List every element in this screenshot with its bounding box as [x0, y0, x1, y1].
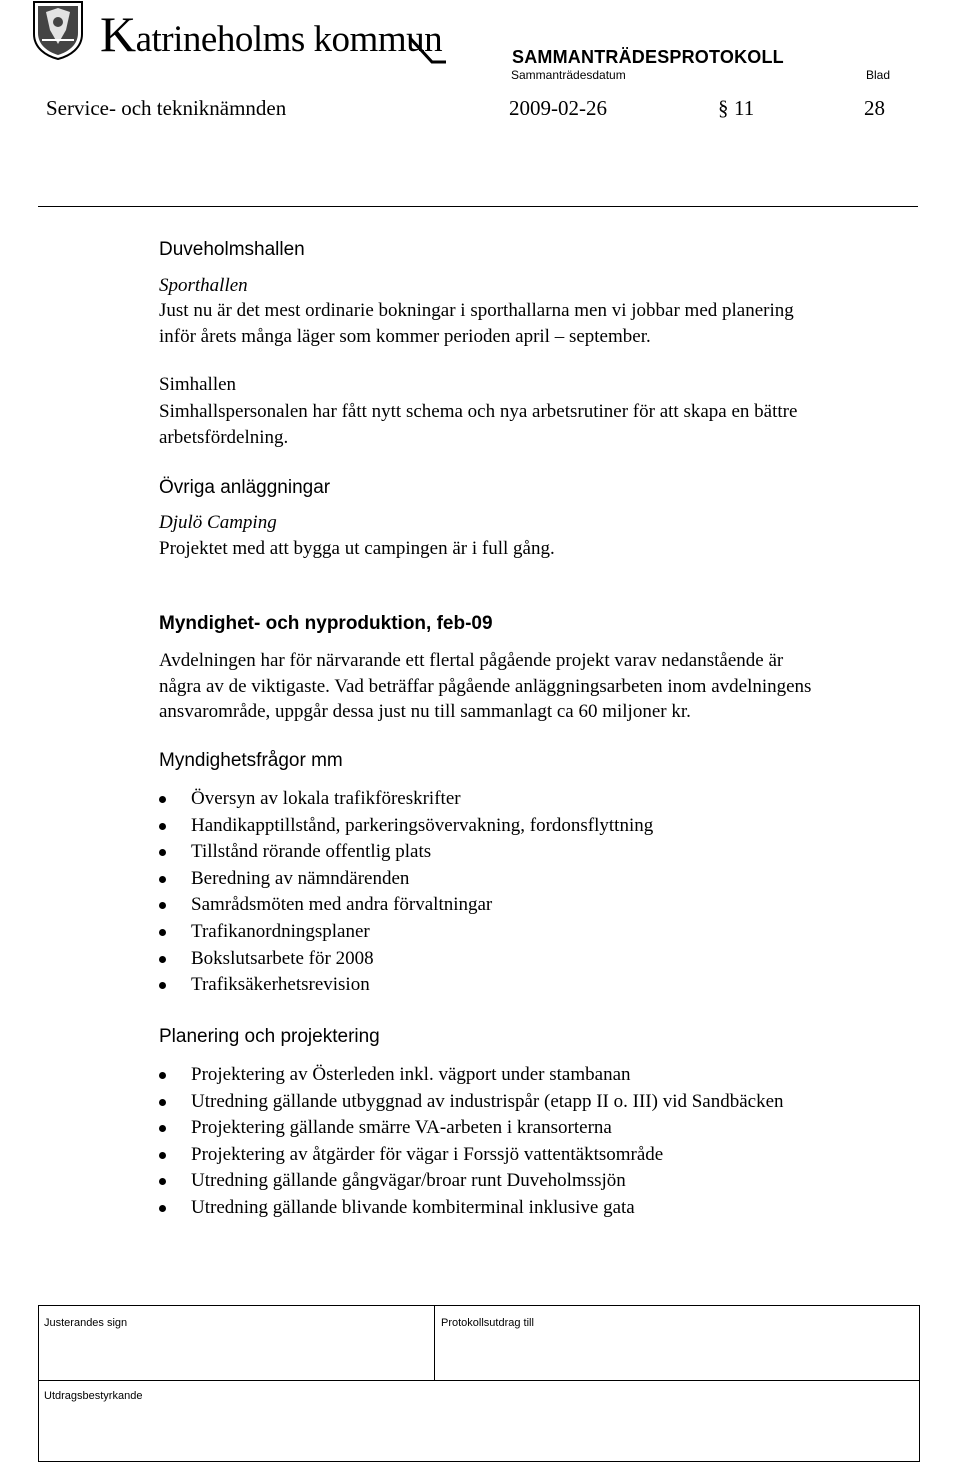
simhallen-text-line: Simhallspersonalen har fått nytt schema och nya arbetsrutiner för att skapa en bättre — [159, 401, 798, 422]
bullet-icon — [159, 982, 166, 989]
meeting-date: 2009-02-26 — [509, 96, 607, 120]
list-item: Bokslutsarbete för 2008 — [159, 946, 653, 973]
planering-list — [159, 1062, 784, 1222]
protokollsutdrag-label: Protokollsutdrag till — [441, 1317, 534, 1329]
bullet-icon — [159, 956, 166, 963]
logo-rest: atrineholms kommun — [135, 19, 443, 60]
bullet-icon — [159, 796, 166, 803]
list-item: Utredning gällande utbyggnad av industrispår (etapp II o. III) vid Sandbäcken — [159, 1089, 784, 1116]
subheading-sporthallen: Sporthallen — [159, 275, 248, 296]
list-item: Projektering gällande smärre VA-arbeten i kransorterna — [159, 1115, 784, 1142]
paragraph-number: 11 — [734, 96, 755, 120]
bullet-icon — [159, 1099, 166, 1106]
subheading-simhallen: Simhallen — [159, 374, 237, 395]
page-number: 28 — [864, 96, 885, 120]
bullet-icon — [159, 1178, 166, 1185]
sporthallen-text-line: inför årets många läger som kommer perioden april – september. — [159, 326, 651, 347]
list-item: Projektering av Österleden inkl. vägport under stambanan — [159, 1062, 784, 1089]
bullet-icon — [159, 1205, 166, 1212]
list-item: Trafiksäkerhetsrevision — [159, 972, 653, 999]
page-label: Blad — [866, 68, 891, 82]
logo-initial: K — [100, 6, 136, 62]
bullet-icon — [159, 1152, 166, 1159]
heading-planering-projektering: Planering och projektering — [159, 1026, 380, 1047]
list-item: Projektering av åtgärder för vägar i Forssjö vattentäktsområde — [159, 1142, 784, 1169]
municipal-crest-icon — [32, 0, 84, 60]
heading-duveholmshallen: Duveholmshallen — [159, 239, 305, 260]
heading-myndighet-nyproduktion: Myndighet- och nyproduktion, feb-09 — [159, 613, 493, 634]
bullet-icon — [159, 929, 166, 936]
myndighet-paragraph-line: ansvarområde, uppgår dessa just nu till sammanlagt ca 60 miljoner kr. — [159, 701, 691, 722]
list-item: Utredning gällande gångvägar/broar runt Duveholmssjön — [159, 1168, 784, 1195]
justerandes-sign-label: Justerandes sign — [44, 1317, 128, 1329]
document-type-title: SAMMANTRÄDESPROTOKOLL — [512, 47, 784, 67]
list-item: Utredning gällande blivande kombiterminal inklusive gata — [159, 1195, 784, 1222]
heading-ovriga-anlaggningar: Övriga anläggningar — [159, 477, 331, 498]
list-item: Tillstånd rörande offentlig plats — [159, 839, 653, 866]
logo-swoosh-icon — [408, 34, 448, 64]
bullet-icon — [159, 876, 166, 883]
committee-name: Service- och tekniknämnden — [46, 96, 287, 120]
sporthallen-text-line: Just nu är det mest ordinarie bokningar i sporthallarna men vi jobbar med planering — [159, 300, 794, 321]
list-item: Handikapptillstånd, parkeringsövervakning, fordonsflyttning — [159, 813, 653, 840]
heading-myndighetsfragor: Myndighetsfrågor mm — [159, 750, 343, 771]
bullet-icon — [159, 1072, 166, 1079]
logo-wordmark — [100, 6, 443, 64]
section-sign: § — [718, 96, 729, 120]
header-divider — [38, 206, 918, 207]
bullet-icon — [159, 849, 166, 856]
meeting-date-label: Sammanträdesdatum — [511, 68, 626, 82]
myndighet-paragraph-line: några av de viktigaste. Vad beträffar pågående anläggningsarbeten inom avdelningens — [159, 676, 812, 697]
djulo-text: Projektet med att bygga ut campingen är i full gång. — [159, 538, 555, 559]
myndighet-paragraph-line: Avdelningen har för närvarande ett flertal pågående projekt varav nedanstående är — [159, 650, 784, 671]
bullet-icon — [159, 1125, 166, 1132]
simhallen-text-line: arbetsfördelning. — [159, 427, 289, 448]
subheading-djulo-camping: Djulö Camping — [159, 512, 277, 533]
utdragsbestyrkande-label: Utdragsbestyrkande — [44, 1390, 143, 1402]
list-item: Samrådsmöten med andra förvaltningar — [159, 892, 653, 919]
list-item: Beredning av nämndärenden — [159, 866, 653, 893]
signature-table-divider — [38, 1380, 920, 1381]
bullet-icon — [159, 902, 166, 909]
list-item: Trafikanordningsplaner — [159, 919, 653, 946]
myndighetsfragor-list — [159, 786, 653, 999]
bullet-icon — [159, 823, 166, 830]
signature-table-divider — [434, 1305, 435, 1381]
list-item: Översyn av lokala trafikföreskrifter — [159, 786, 653, 813]
